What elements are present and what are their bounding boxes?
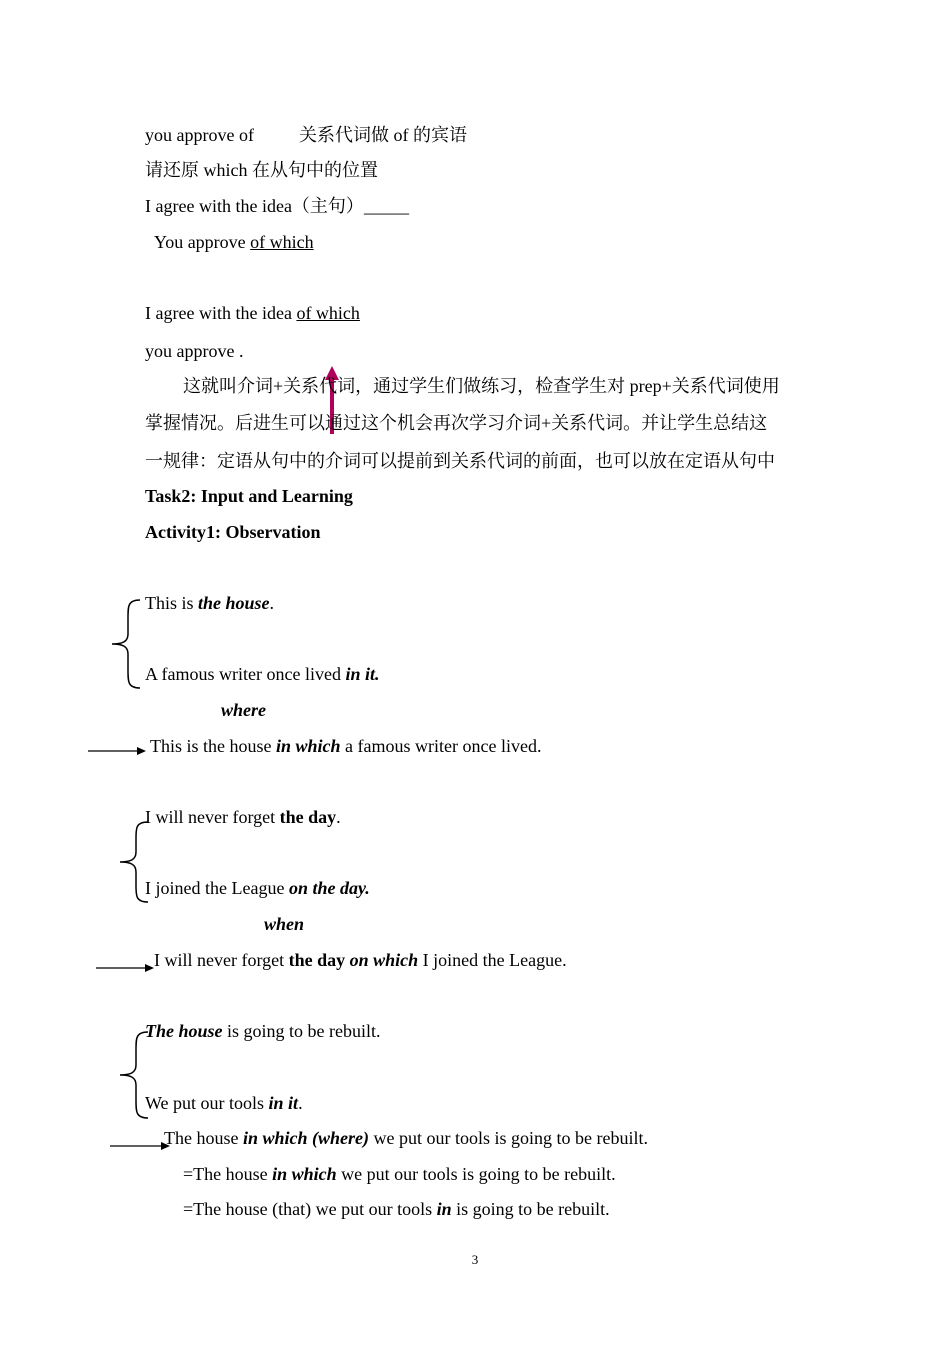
text: =The house: [183, 1164, 273, 1184]
ex3-equivalent-2: [183, 1197, 610, 1221]
paragraph-line-2: 掌握情况。后进生可以通过这个机会再次学习介词+关系代词。并让学生总结这: [145, 413, 768, 433]
text: is going to be rebuilt.: [222, 1021, 381, 1041]
paragraph-line-1: 这就叫介词+关系代词，通过学生们做练习，检查学生对 prep+关系代词使用: [183, 376, 780, 396]
page-number: 3: [471, 1252, 479, 1267]
ex3-combined-sentence: [164, 1126, 648, 1150]
text: We put our tools: [145, 1093, 269, 1113]
text: I will never forget: [145, 807, 280, 827]
ex3-sentence-a: [145, 1019, 381, 1043]
text: A famous writer once lived: [145, 664, 346, 684]
text: I agree with the idea（主句）: [145, 196, 364, 216]
text: we put our tools is going to be rebuilt.: [369, 1128, 648, 1148]
text: .: [336, 807, 341, 827]
underlined-phrase: of which: [296, 303, 360, 323]
ex2-hint-word: when: [264, 914, 305, 934]
line-you-approve: you approve .: [145, 341, 244, 361]
text: You approve: [154, 232, 251, 252]
ex2-combined-sentence: [154, 948, 567, 972]
text: I will never forget: [154, 950, 289, 970]
line-you-approve-of: [145, 123, 467, 147]
paragraph-line-3: 一规律：定语从句中的介词可以提前到关系代词的前面，也可以放在定语从句中: [145, 451, 775, 471]
emphasis: the day: [288, 950, 346, 970]
heading-task2: Task2: Input and Learning: [145, 486, 353, 506]
ex2-sentence-b: [145, 876, 370, 900]
text: The house: [164, 1128, 243, 1148]
arrow-right-icon: [94, 961, 156, 975]
ex1-hint-word: where: [221, 700, 266, 720]
ex1-sentence-a: [145, 591, 274, 615]
ex2-sentence-a: [145, 805, 341, 829]
emphasis: on the day.: [288, 878, 370, 898]
text: =The house (that) we put our tools: [183, 1199, 437, 1219]
underlined-phrase: of which: [250, 232, 314, 252]
arrow-right-icon: [108, 1139, 172, 1153]
line-main-clause: [145, 194, 409, 218]
blank: _____: [363, 196, 409, 216]
ex1-combined-sentence: [150, 734, 541, 758]
text: This is the house: [150, 736, 276, 756]
line-agree-with-idea-of-which: [145, 301, 360, 325]
text: This is: [145, 593, 199, 613]
heading-activity1: Activity1: Observation: [145, 522, 321, 542]
emphasis: in which: [276, 736, 341, 756]
text: .: [298, 1093, 303, 1113]
text: a famous writer once lived.: [340, 736, 542, 756]
emphasis: in it.: [345, 664, 380, 684]
emphasis: The house: [145, 1021, 223, 1041]
line-you-approve-of-which: [154, 230, 314, 254]
annotation-text: 关系代词做 of 的宾语: [298, 125, 467, 145]
text: you approve of: [145, 125, 254, 145]
text: we put our tools is going to be rebuilt.: [336, 1164, 616, 1184]
emphasis: on which: [349, 950, 419, 970]
text: is going to be rebuilt.: [451, 1199, 610, 1219]
emphasis: the day: [279, 807, 337, 827]
ex3-equivalent-1: [183, 1162, 616, 1186]
left-brace-icon: [108, 598, 144, 690]
text: I joined the League: [145, 878, 289, 898]
ex1-sentence-b: [145, 662, 379, 686]
emphasis: the house: [198, 593, 270, 613]
emphasis: in: [436, 1199, 452, 1219]
text: I joined the League.: [418, 950, 567, 970]
line-restore-instruction: 请还原 which 在从句中的位置: [145, 160, 378, 180]
emphasis: in it: [268, 1093, 299, 1113]
emphasis: in which: [272, 1164, 337, 1184]
emphasis: in which (where): [242, 1128, 370, 1148]
text: I agree with the idea: [145, 303, 297, 323]
arrow-right-icon: [86, 744, 148, 758]
text: .: [269, 593, 275, 613]
ex3-sentence-b: [145, 1091, 303, 1115]
